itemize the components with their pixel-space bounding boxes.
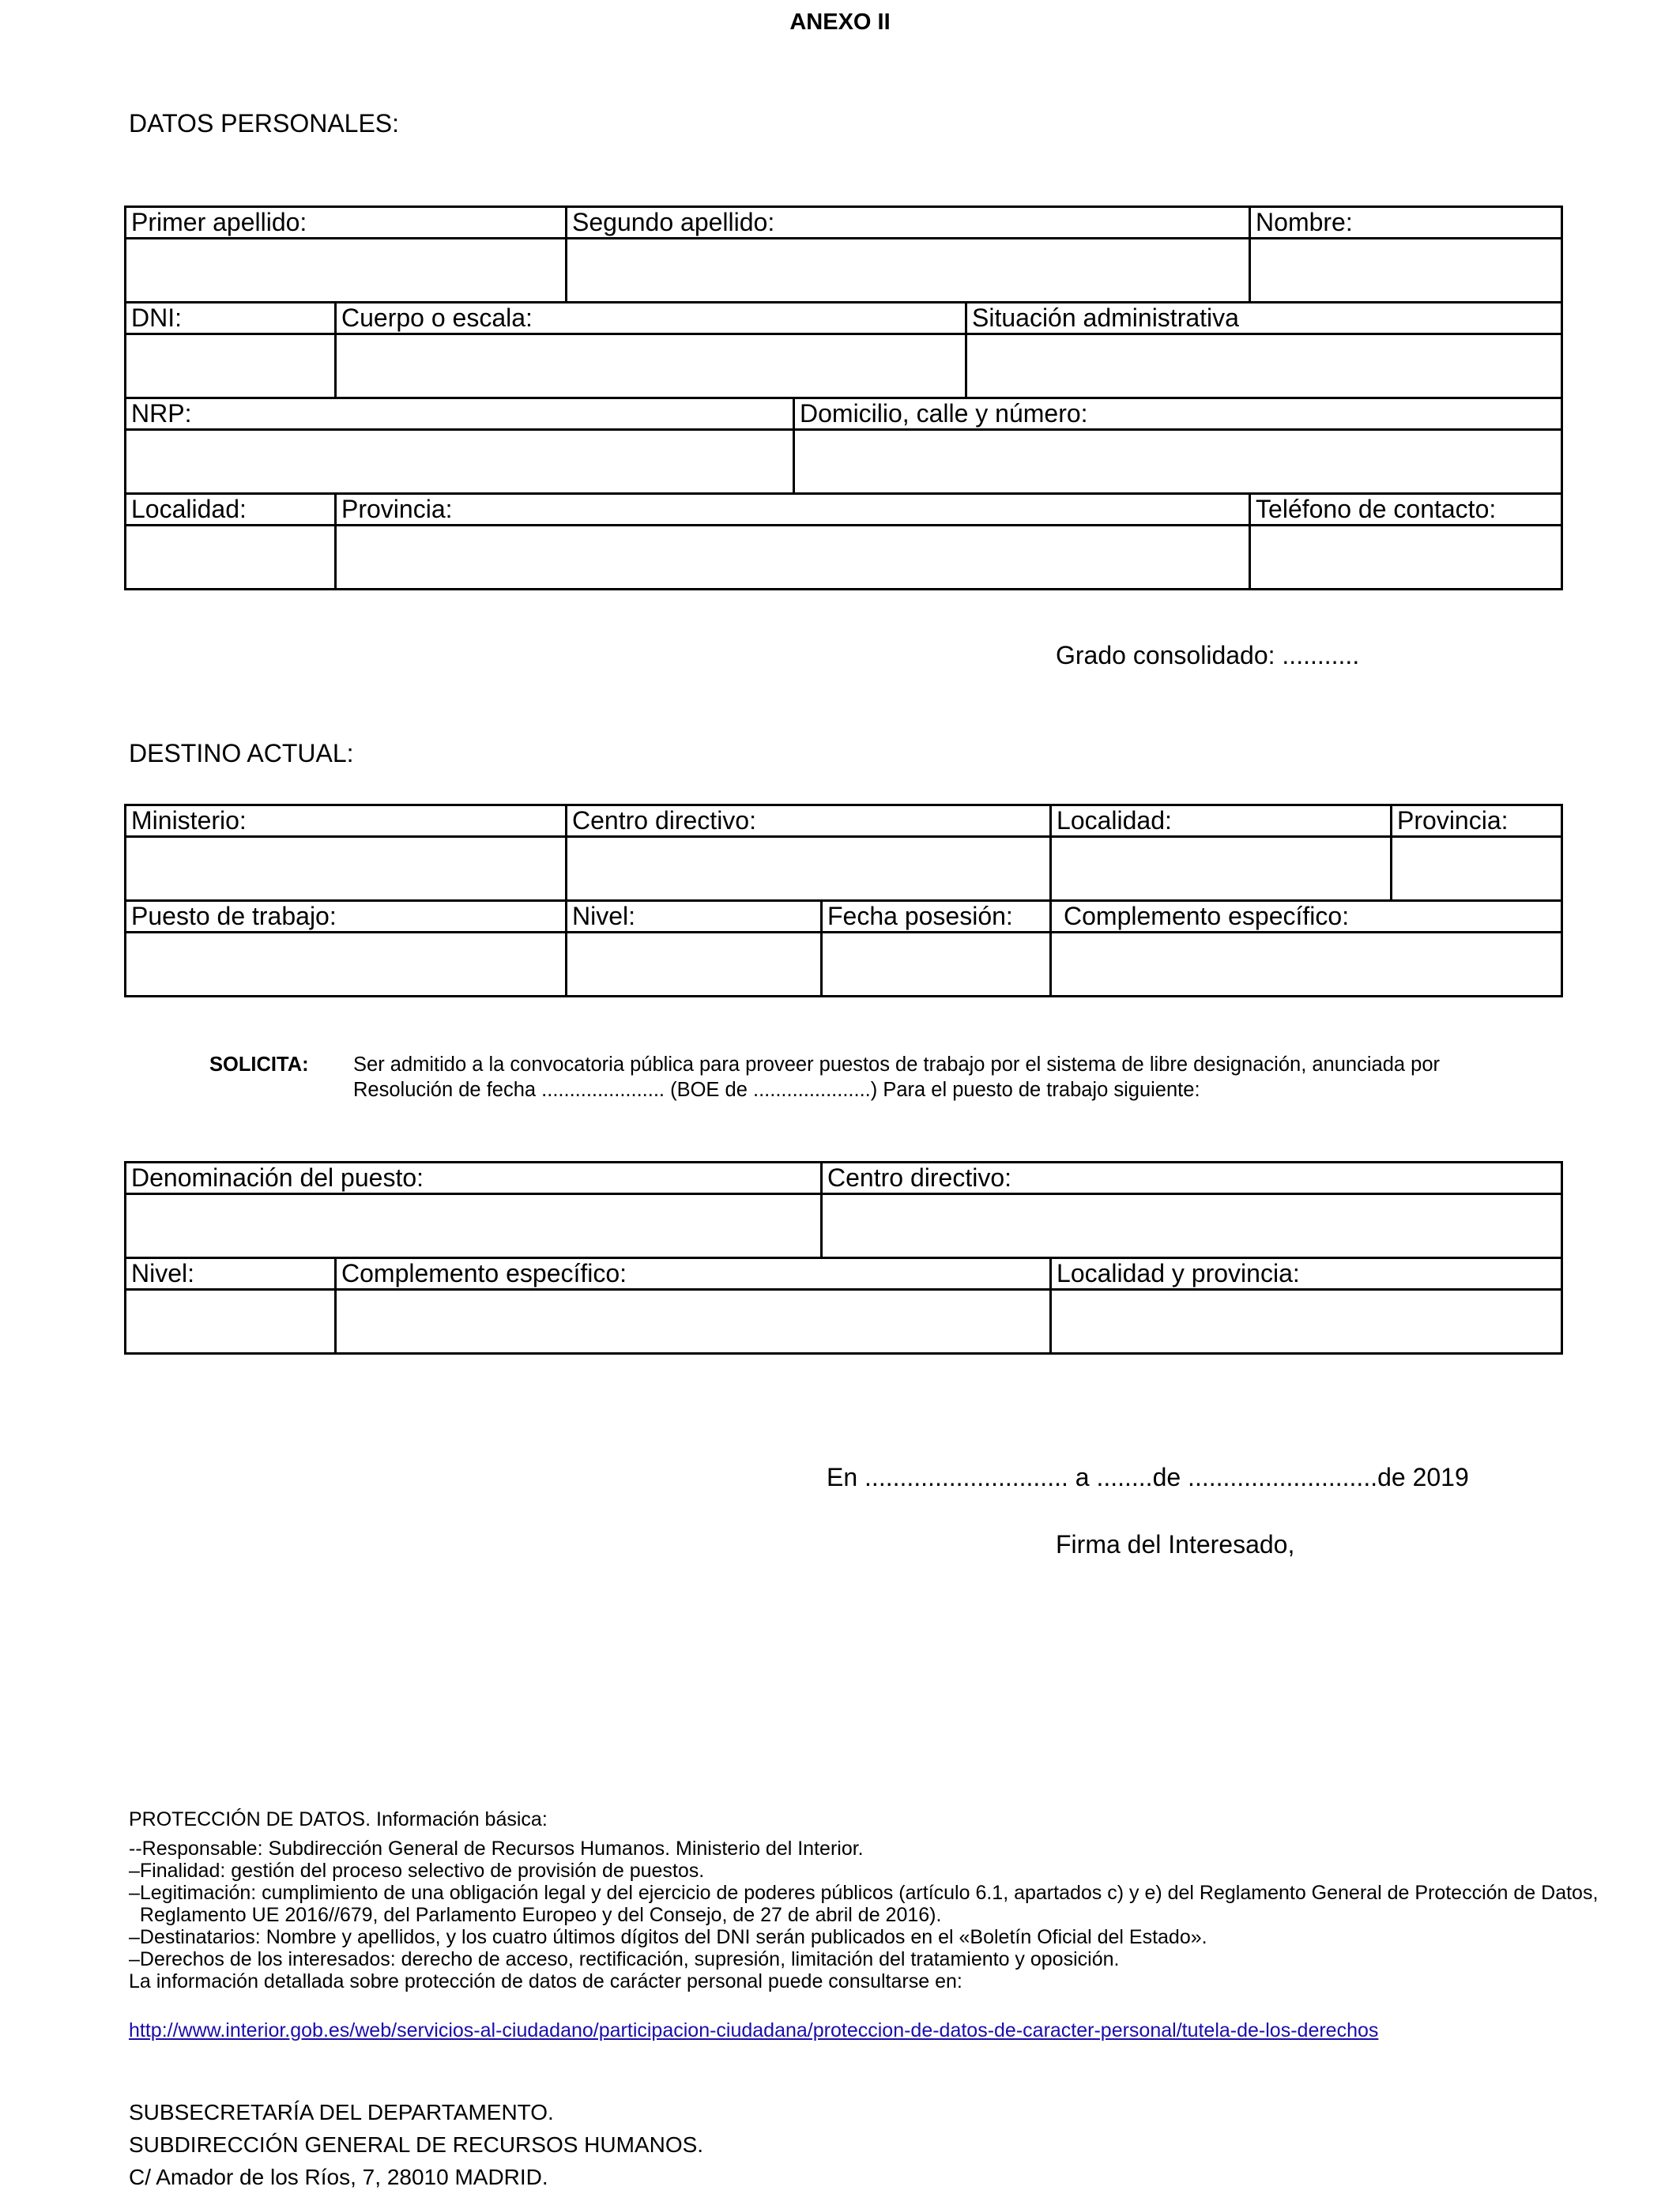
domicilio-label: Domicilio, calle y número: <box>794 398 1562 430</box>
situacion-field[interactable] <box>966 334 1562 398</box>
solicitado-nivel-field[interactable] <box>126 1290 336 1354</box>
nrp-field[interactable] <box>126 430 794 494</box>
centro-directivo-label: Centro directivo: <box>567 805 1051 837</box>
solicitado-centro-label: Centro directivo: <box>822 1163 1562 1194</box>
footer-line-2: SUBDIRECCIÓN GENERAL DE RECURSOS HUMANOS. <box>129 2132 704 2157</box>
solicitado-nivel-label: Nivel: <box>126 1258 336 1290</box>
solicitado-complemento-field[interactable] <box>336 1290 1051 1354</box>
destino-actual-heading: DESTINO ACTUAL: <box>129 739 354 767</box>
destino-provincia-field[interactable] <box>1392 837 1562 901</box>
puesto-solicitado-table <box>124 1161 1563 1355</box>
fecha-lugar-line: En ............................. a ........de ...........................de 2019 <box>827 1463 1469 1491</box>
nrp-label: NRP: <box>126 398 794 430</box>
denominacion-field[interactable] <box>126 1194 822 1258</box>
localidad-field[interactable] <box>126 526 336 590</box>
primer-apellido-field[interactable] <box>126 239 567 303</box>
destino-localidad-label: Localidad: <box>1051 805 1392 837</box>
solicita-label: SOLICITA: <box>209 1054 309 1076</box>
solicitado-complemento-label: Complemento específico: <box>336 1258 1051 1290</box>
nombre-label: Nombre: <box>1250 207 1562 239</box>
proteccion-line: –Derechos de los interesados: derecho de acceso, rectificación, supresión, limitación del tratamiento y oposición. <box>129 1948 1120 1970</box>
domicilio-field[interactable] <box>794 430 1562 494</box>
localidad-provincia-field[interactable] <box>1051 1290 1562 1354</box>
fecha-posesion-field[interactable] <box>822 933 1051 997</box>
destino-complemento-field[interactable] <box>1051 933 1562 997</box>
situacion-label: Situación administrativa <box>966 303 1562 334</box>
destino-nivel-field[interactable] <box>567 933 822 997</box>
ministerio-label: Ministerio: <box>126 805 567 837</box>
destino-nivel-label: Nivel: <box>567 901 822 933</box>
cuerpo-field[interactable] <box>336 334 966 398</box>
proteccion-link[interactable]: http://www.interior.gob.es/web/servicios-al-ciudadano/participacion-ciudadana/proteccion-de-datos-de-caracter-personal/tutela-de-los-derechos <box>129 2019 1379 2041</box>
destino-actual-table <box>124 804 1563 997</box>
datos-personales-table <box>124 205 1563 590</box>
solicitado-centro-field[interactable] <box>822 1194 1562 1258</box>
segundo-apellido-field[interactable] <box>567 239 1250 303</box>
localidad-provincia-label: Localidad y provincia: <box>1051 1258 1562 1290</box>
page-title: ANEXO II <box>789 9 891 35</box>
provincia-field[interactable] <box>336 526 1250 590</box>
proteccion-line: --Responsable: Subdirección General de Recursos Humanos. Ministerio del Interior. <box>129 1838 864 1860</box>
proteccion-line: La información detallada sobre protección de datos de carácter personal puede consultarse en: <box>129 1970 962 1992</box>
telefono-field[interactable] <box>1250 526 1562 590</box>
footer-line-3: C/ Amador de los Ríos, 7, 28010 MADRID. <box>129 2165 548 2189</box>
denominacion-label: Denominación del puesto: <box>126 1163 822 1194</box>
grado-consolidado: Grado consolidado: ........... <box>1056 641 1360 669</box>
proteccion-line: –Finalidad: gestión del proceso selectivo de provisión de puestos. <box>129 1860 705 1882</box>
puesto-trabajo-label: Puesto de trabajo: <box>126 901 567 933</box>
localidad-label: Localidad: <box>126 494 336 526</box>
solicita-line-2: Resolución de fecha ...................... (BOE de .....................) Para el puesto de trabajo siguiente: <box>353 1079 1200 1101</box>
fecha-posesion-label: Fecha posesión: <box>822 901 1051 933</box>
dni-field[interactable] <box>126 334 336 398</box>
datos-personales-heading: DATOS PERSONALES: <box>129 109 400 138</box>
primer-apellido-label: Primer apellido: <box>126 207 567 239</box>
centro-directivo-field[interactable] <box>567 837 1051 901</box>
ministerio-field[interactable] <box>126 837 567 901</box>
cuerpo-label: Cuerpo o escala: <box>336 303 966 334</box>
segundo-apellido-label: Segundo apellido: <box>567 207 1250 239</box>
telefono-label: Teléfono de contacto: <box>1250 494 1562 526</box>
proteccion-line: Reglamento UE 2016//679, del Parlamento Europeo y del Consejo, de 27 de abril de 2016). <box>129 1904 942 1926</box>
firma-interesado: Firma del Interesado, <box>1056 1530 1295 1559</box>
solicita-line-1: Ser admitido a la convocatoria pública para proveer puestos de trabajo por el sistema de libre designación, anunciada por <box>353 1054 1440 1076</box>
provincia-label: Provincia: <box>336 494 1250 526</box>
footer-line-1: SUBSECRETARÍA DEL DEPARTAMENTO. <box>129 2100 554 2124</box>
nombre-field[interactable] <box>1250 239 1562 303</box>
dni-label: DNI: <box>126 303 336 334</box>
proteccion-line: –Legitimación: cumplimiento de una obligación legal y del ejercicio de poderes públicos (artículo 6.1, apartados c) y e) del Reglamento General de Protección de Datos, <box>129 1882 1599 1904</box>
proteccion-heading: PROTECCIÓN DE DATOS. Información básica: <box>129 1808 548 1830</box>
destino-complemento-label: Complemento específico: <box>1051 901 1562 933</box>
signature-area[interactable] <box>1056 1573 1530 1747</box>
proteccion-line: –Destinatarios: Nombre y apellidos, y los cuatro últimos dígitos del DNI serán publicados en el «Boletín Oficial del Estado». <box>129 1926 1207 1948</box>
destino-localidad-field[interactable] <box>1051 837 1392 901</box>
puesto-trabajo-field[interactable] <box>126 933 567 997</box>
destino-provincia-label: Provincia: <box>1392 805 1562 837</box>
